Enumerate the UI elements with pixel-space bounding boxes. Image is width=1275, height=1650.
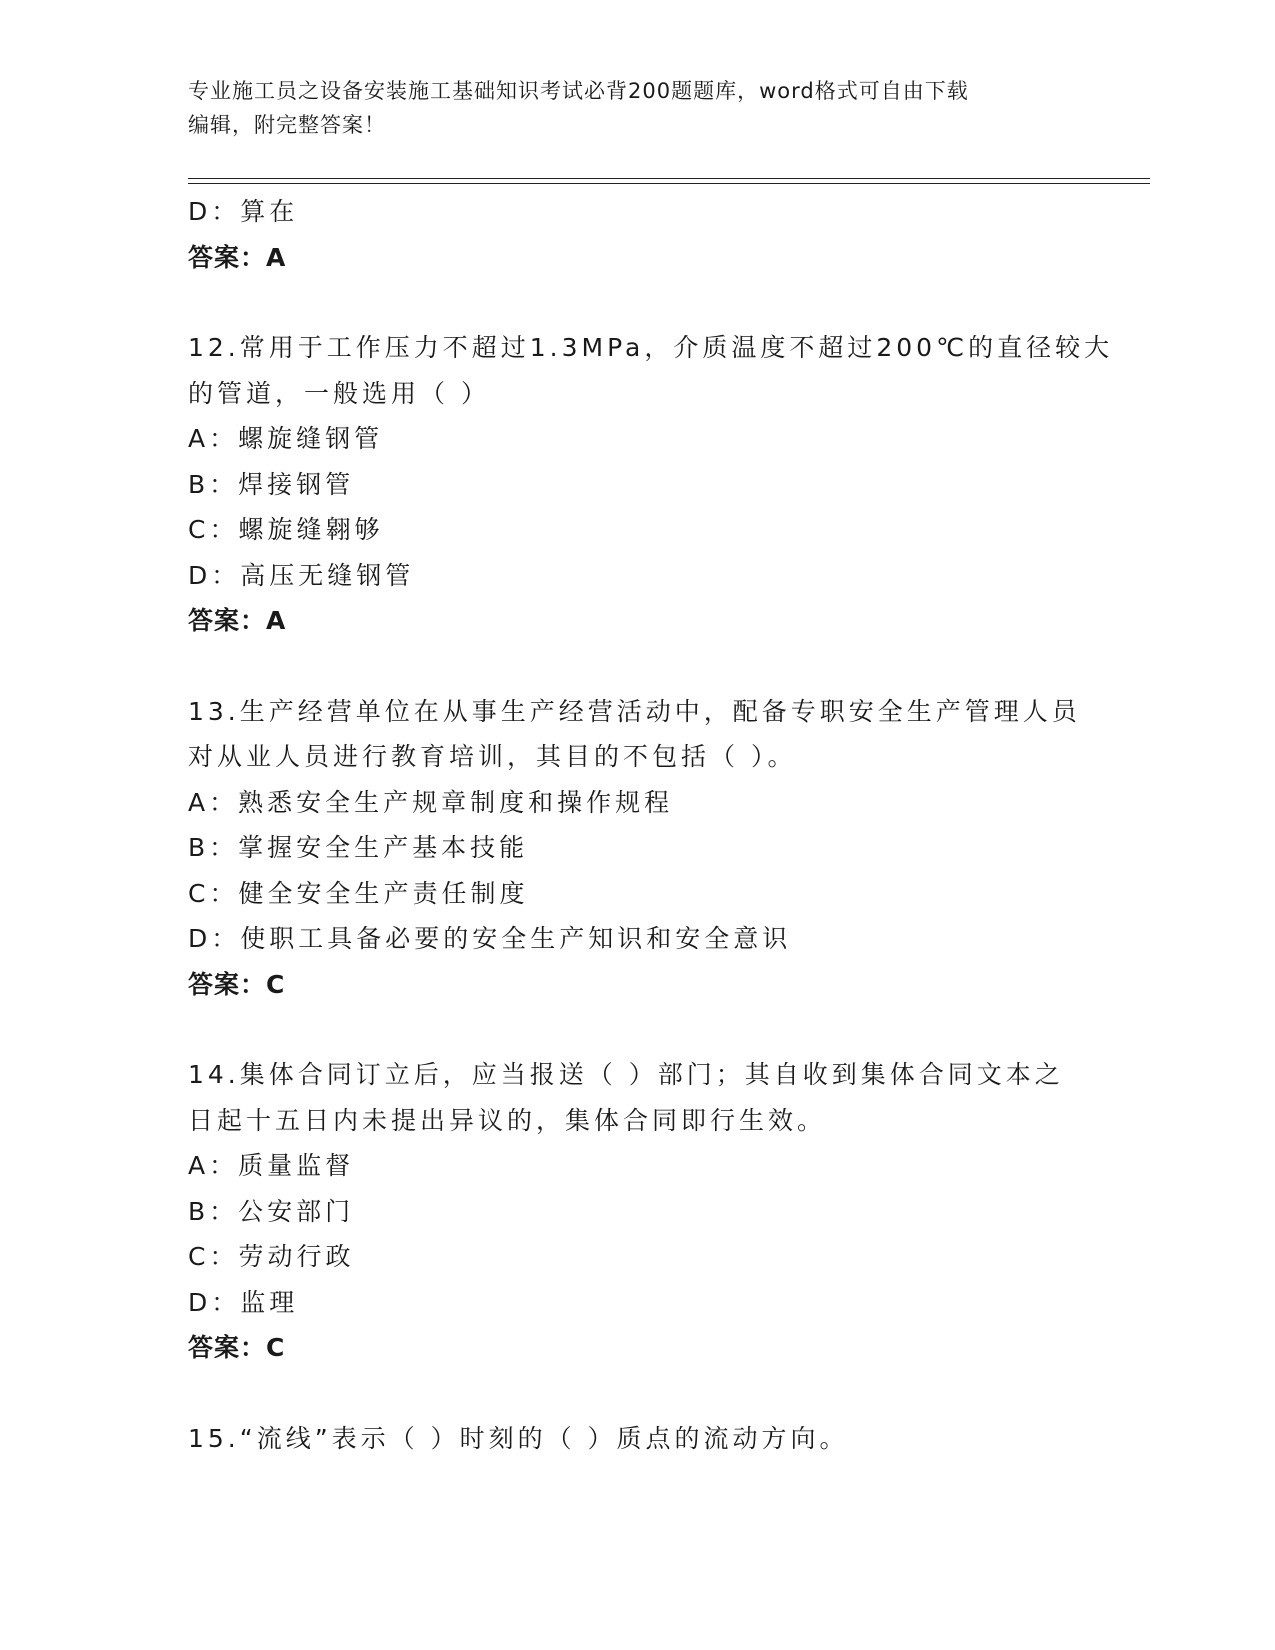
question-spacer — [188, 644, 1088, 689]
question-stem: 13.生产经营单位在从事生产经营活动中，配备专职安全生产管理人员 — [188, 696, 1081, 726]
question-stem: 的管道，一般选用（ ） — [188, 378, 490, 408]
option-b: B：公安部门 — [188, 1196, 355, 1226]
question-15 — [188, 1416, 1088, 1462]
option-c: C：健全安全生产责任制度 — [188, 878, 529, 908]
option-c: C：螺旋缝翱够 — [188, 515, 384, 544]
header-divider-bottom — [188, 183, 1150, 184]
prev-option-d: D：算在 — [188, 197, 299, 226]
option-b: B：焊接钢管 — [188, 469, 355, 499]
document-header — [188, 74, 1088, 142]
option-a: A：螺旋缝钢管 — [188, 424, 384, 453]
prev-answer: 答案：A — [188, 242, 287, 272]
answer: 答案：A — [188, 606, 287, 635]
option-d: D：使职工具备必要的安全生产知识和安全意识 — [188, 924, 792, 953]
answer: 答案：C — [188, 1333, 286, 1362]
option-c: C：劳动行政 — [188, 1242, 355, 1271]
question-stem: 对从业人员进行教育培训，其目的不包括（ ）。 — [188, 742, 797, 771]
option-a: A：熟悉安全生产规章制度和操作规程 — [188, 787, 674, 817]
header-title-line-1: 专业施工员之设备安装施工基础知识考试必背200题题库，word格式可自由下载 — [188, 79, 969, 103]
question-spacer — [188, 1371, 1088, 1416]
answer: 答案：C — [188, 969, 286, 999]
option-d: D：监理 — [188, 1287, 299, 1317]
question-spacer — [188, 280, 1088, 325]
question-spacer — [188, 1007, 1088, 1052]
option-d: D：高压无缝钢管 — [188, 560, 415, 590]
question-stem: 日起十五日内未提出异议的，集体合同即行生效。 — [188, 1105, 827, 1135]
question-12 — [188, 325, 1114, 644]
header-title-line-2: 编辑，附完整答案！ — [188, 113, 386, 137]
question-stem: 14.集体合同订立后，应当报送（ ）部门；其自收到集体合同文本之 — [188, 1060, 1064, 1089]
question-stem: 12.常用于工作压力不超过1.3MPa，介质温度不超过200℃的直径较大 — [188, 333, 1114, 362]
question-14 — [188, 1052, 1088, 1371]
question-stem: 15.“流线”表示（ ）时刻的（ ）质点的流动方向。 — [188, 1423, 849, 1453]
option-a: A：质量监督 — [188, 1151, 355, 1180]
header-divider-top — [188, 178, 1150, 179]
question-13 — [188, 689, 1088, 1008]
option-b: B：掌握安全生产基本技能 — [188, 833, 529, 862]
document-body — [188, 189, 1114, 1461]
